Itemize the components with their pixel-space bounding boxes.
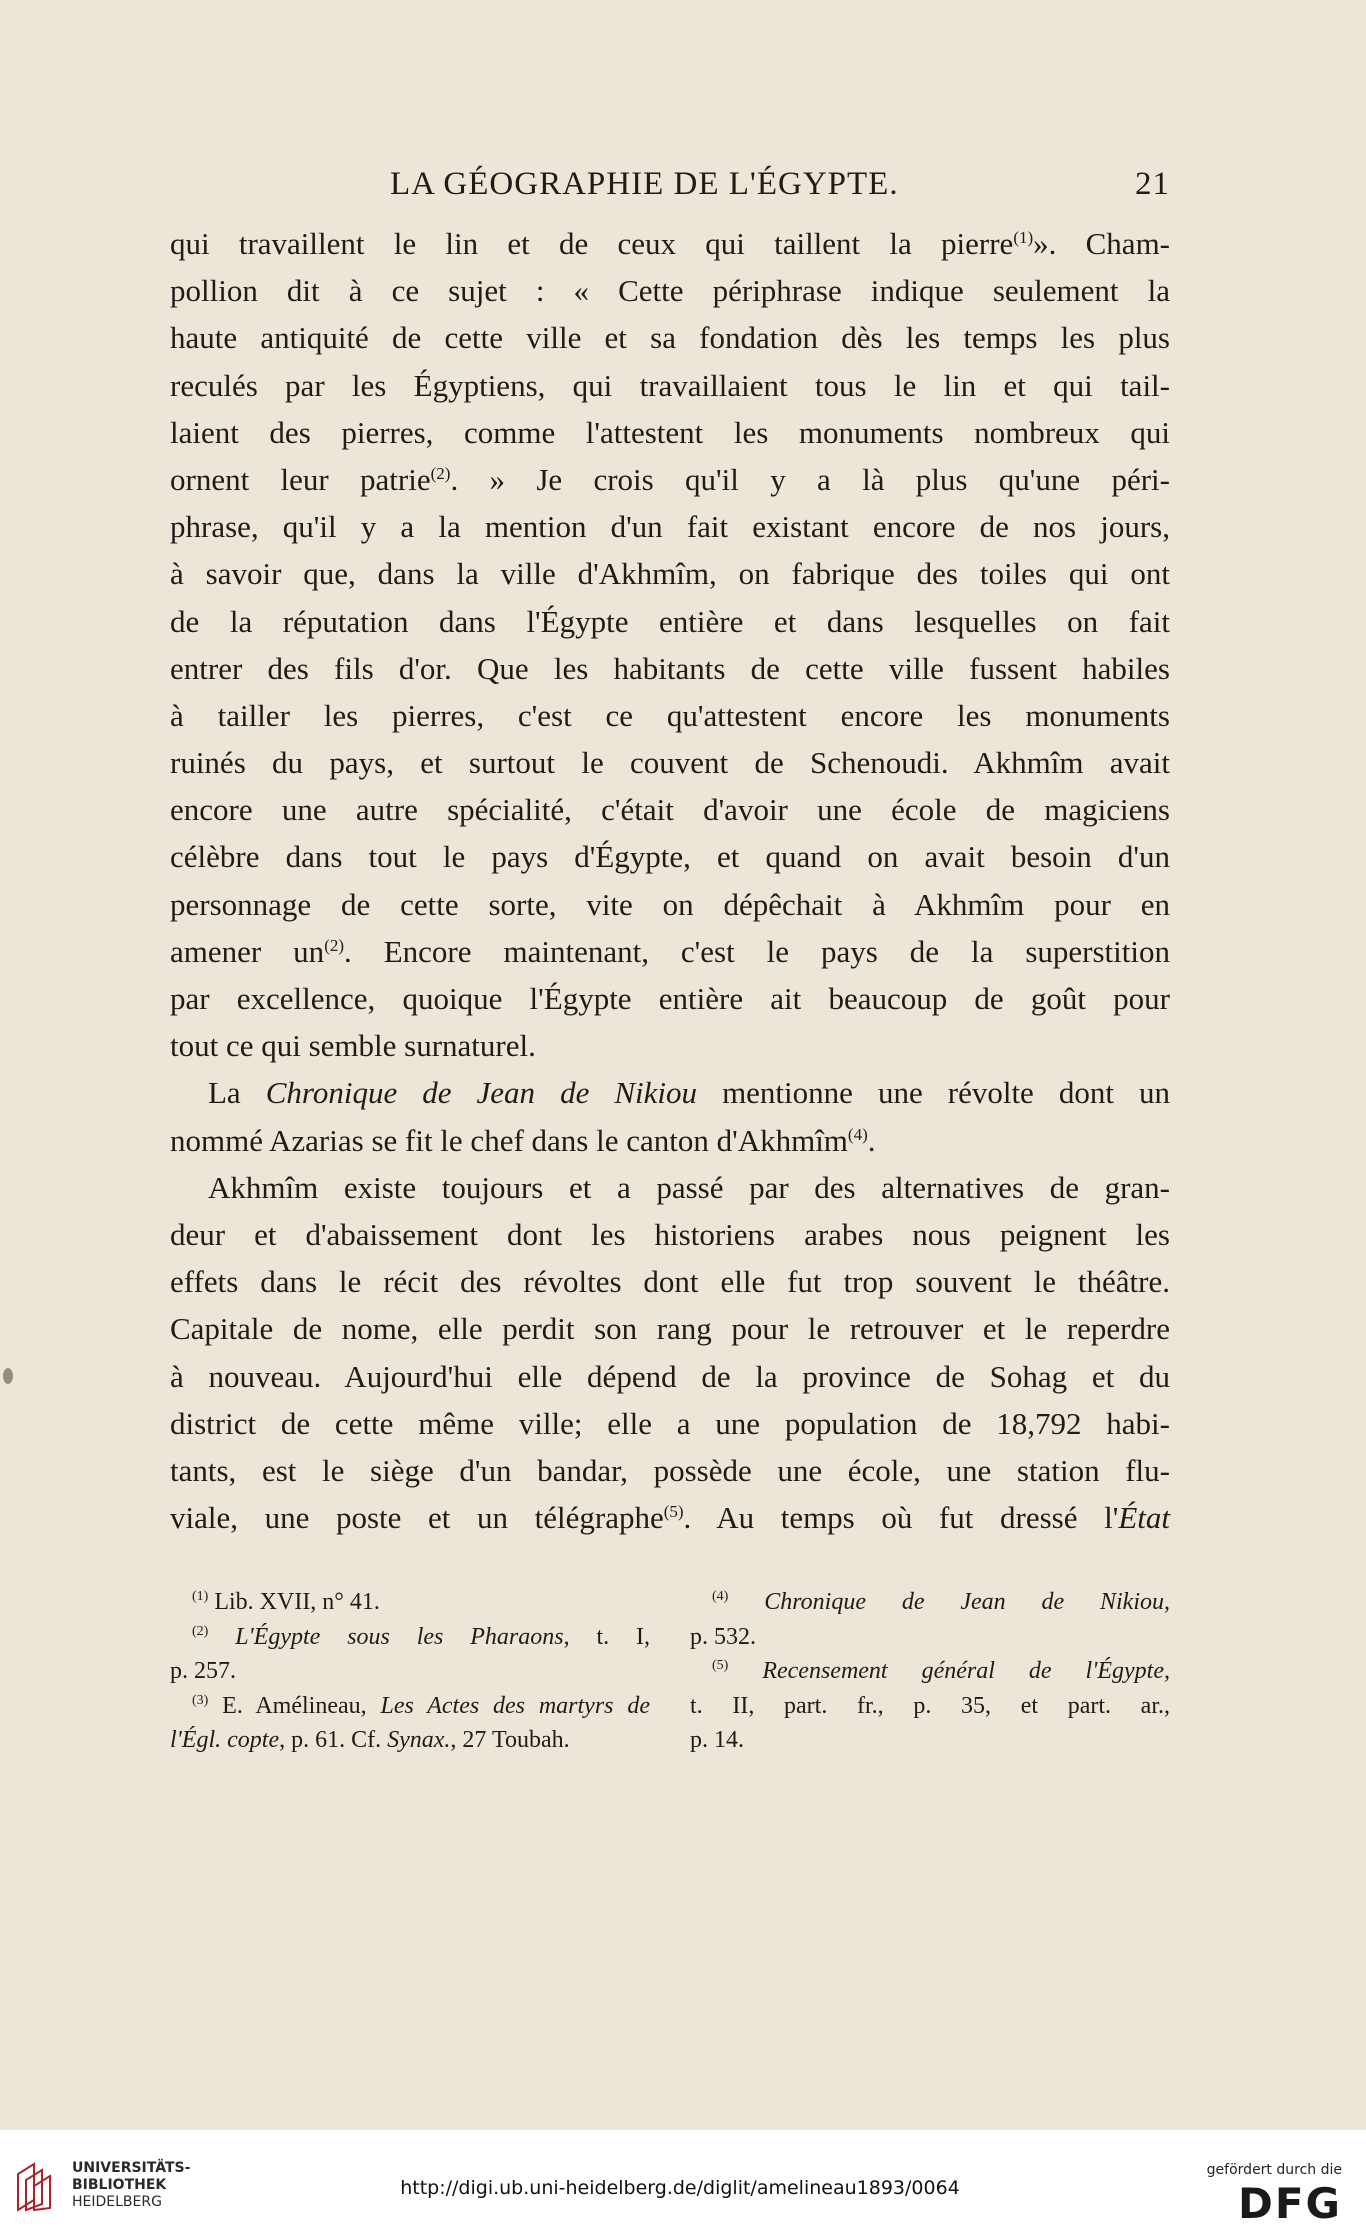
viewer-footer: [0, 2130, 1366, 2232]
footnote-marker: (5): [712, 1658, 729, 1673]
text-line: Akhmîm existe toujours et a passé par des alternatives de gran-: [208, 1169, 1170, 1205]
footnote-line: $^{(1)}$ Lib. XVII, n° 41.: [192, 1589, 380, 1615]
text-line: à savoir que, dans la ville d'Akhmîm, on fabrique des toiles qui ont: [170, 556, 1170, 592]
cited-title: Chronique de Jean de Nikiou: [265, 1075, 698, 1111]
footnote-ref[interactable]: (5): [663, 1502, 684, 1522]
text-line: à nouveau. Aujourd'hui elle dépend de la province de Sohag et du: [170, 1358, 1170, 1394]
text-line: pollion dit à ce sujet : « Cette périphrase indique seulement la: [170, 273, 1170, 309]
dfg-logo[interactable]: DFG: [1237, 2179, 1342, 2228]
footnote-marker: (1): [192, 1589, 209, 1604]
footnotes: [170, 1585, 1170, 1785]
text-line: district de cette même ville; elle a une population de 18,792 habi-: [170, 1405, 1170, 1441]
text-line: qui travaillent le lin et de ceux qui taillent la pierre$^{(1)}$». Cham-: [170, 226, 1171, 261]
text-line: laient des pierres, comme l'attestent les monuments nombreux qui: [170, 414, 1170, 450]
footnote-ref[interactable]: (4): [847, 1124, 868, 1144]
text-line: par excellence, quoique l'Égypte entière ait beaucoup de goût pour: [170, 981, 1170, 1016]
page-header: [170, 158, 1170, 202]
footnote-marker: (2): [192, 1623, 209, 1639]
text-line: viale, une poste et un télégraphe$^{(5)}$. Au temps où fut dressé l'État: [170, 1500, 1170, 1536]
text-line: Capitale de nome, elle perdit son rang pour le retrouver et le reperdre: [170, 1311, 1170, 1347]
permalink-url[interactable]: http://digi.ub.uni-heidelberg.de/diglit/amelineau1893/0064: [400, 2177, 960, 2199]
footnotes-left-column: [170, 1585, 650, 1758]
footnote-marker: (3): [192, 1692, 209, 1708]
footnote-line: p. 14.: [690, 1727, 744, 1753]
text-line: ornent leur patrie$^{(2)}$. » Je crois qu'il y a là plus qu'une péri-: [170, 461, 1170, 497]
text-line: reculés par les Égyptiens, qui travaillaient tous le lin et qui tail-: [170, 367, 1170, 403]
text-line: haute antiquité de cette ville et sa fondation dès les temps les plus: [170, 320, 1170, 356]
footnote-line: $^{(3)}$ E. Amélineau, Les Actes des martyrs de: [192, 1692, 650, 1719]
text-line: de la réputation dans l'Égypte entière et dans lesquelles on fait: [170, 603, 1170, 639]
body-text: [170, 220, 1170, 1541]
text-line: phrase, qu'il y a la mention d'un fait existant encore de nos jours,: [170, 509, 1170, 545]
text-line: célèbre dans tout le pays d'Égypte, et quand on avait besoin d'un: [170, 839, 1170, 875]
footnotes-right-column: [690, 1585, 1170, 1758]
ink-speck: [3, 1368, 13, 1384]
text-line: tout ce qui semble surnaturel.: [170, 1028, 536, 1064]
text-line: entrer des fils d'or. Que les habitants de cette ville fussent habiles: [170, 650, 1170, 686]
text-line: encore une autre spécialité, c'était d'avoir une école de magiciens: [170, 792, 1170, 828]
footnote-line: $^{(5)}$ Recensement général de l'Égypte,: [712, 1658, 1170, 1684]
footnote-line: $^{(2)}$ L'Égypte sous les Pharaons, t. I,: [192, 1623, 650, 1650]
cited-title: État: [1118, 1500, 1170, 1536]
text-line: nommé Azarias se fit le chef dans le canton d'Akhmîm$^{(4)}$.: [170, 1122, 876, 1158]
footnote-line: p. 257.: [170, 1658, 236, 1684]
university-library-logo-icon[interactable]: [14, 2160, 56, 2212]
footnote-ref[interactable]: (1): [1013, 228, 1034, 247]
text-line: ruinés du pays, et surtout le couvent de Schenoudi. Akhmîm avait: [170, 745, 1170, 781]
funding-caption: gefördert durch die: [1206, 2162, 1342, 2178]
text-line: La Chronique de Jean de Nikiou mentionne une révolte dont un: [208, 1075, 1170, 1111]
text-line: personnage de cette sorte, vite on dépêchait à Akhmîm pour en: [170, 886, 1170, 922]
page-number: 21: [1135, 166, 1170, 202]
footnote-line: t. II, part. fr., p. 35, et part. ar.,: [690, 1692, 1170, 1719]
footnote-line: $^{(4)}$ Chronique de Jean de Nikiou,: [712, 1589, 1170, 1615]
university-library-name[interactable]: UNIVERSITÄTS- BIBLIOTHEK HEIDELBERG: [72, 2160, 191, 2210]
footnote-ref[interactable]: (2): [430, 463, 451, 483]
footnote-line: p. 532.: [690, 1623, 756, 1650]
running-head: LA GÉOGRAPHIE DE L'ÉGYPTE.: [390, 166, 899, 202]
text-line: deur et d'abaissement dont les historiens arabes nous peignent les: [170, 1216, 1170, 1252]
text-line: à tailler les pierres, c'est ce qu'attestent encore les monuments: [170, 697, 1170, 733]
text-line: amener $un^{(2)}$. Encore maintenant, c'est le pays de la superstition: [170, 933, 1170, 969]
text-line: tants, est le siège d'un bandar, possède une école, une station flu-: [170, 1452, 1170, 1488]
footnote-marker: (4): [712, 1589, 729, 1604]
footnote-line: l'Égl. copte, p. 61. Cf. Synax., 27 Toubah.: [170, 1727, 570, 1753]
text-line: effets dans le récit des révoltes dont elle fut trop souvent le théâtre.: [170, 1264, 1170, 1300]
footnote-ref[interactable]: (2): [324, 935, 345, 955]
